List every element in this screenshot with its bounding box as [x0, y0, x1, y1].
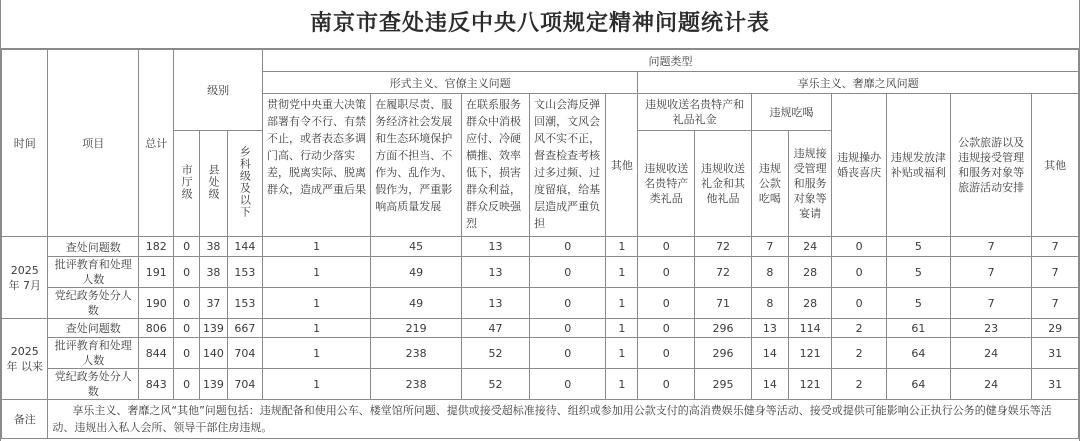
value-cell: 0	[530, 338, 606, 369]
value-cell: 704	[227, 369, 262, 400]
header-time: 时间	[2, 50, 48, 237]
value-cell: 0	[530, 257, 606, 288]
header-formalism-4: 文山会海反弹回潮，文风会风不实不正，督查检查考核过多过频、过度留痕，给基层造成严重负担	[530, 94, 606, 237]
value-cell: 38	[200, 257, 228, 288]
value-cell: 7	[950, 257, 1031, 288]
value-cell: 13	[462, 288, 530, 319]
value-cell: 0	[638, 369, 695, 400]
value-cell: 0	[638, 237, 695, 257]
value-cell: 144	[227, 237, 262, 257]
value-cell: 1	[606, 369, 638, 400]
value-cell: 0	[174, 319, 200, 338]
value-cell: 38	[200, 237, 228, 257]
header-level-township: 乡科级及以下	[227, 131, 262, 237]
value-cell: 806	[139, 319, 174, 338]
header-gifts-cash: 违规收送礼金和其他礼品	[695, 131, 752, 237]
table-row	[2, 338, 1079, 369]
value-cell: 121	[788, 369, 831, 400]
period-cell: 2025 年 7月	[2, 237, 48, 319]
value-cell: 8	[751, 288, 788, 319]
value-cell: 5	[886, 257, 950, 288]
value-cell: 1	[606, 257, 638, 288]
header-gifts: 违规收送名贵特产和礼品礼金	[638, 94, 751, 131]
value-cell: 2	[832, 319, 887, 338]
value-cell: 0	[832, 237, 887, 257]
value-cell: 0	[530, 319, 606, 338]
value-cell: 1	[262, 257, 370, 288]
value-cell: 238	[371, 369, 462, 400]
header-formalism: 形式主义、官僚主义问题	[262, 72, 637, 94]
row-item: 党纪政务处分人数	[48, 369, 139, 400]
header-dining-banquet: 违规接受管理和服务对象等宴请	[788, 131, 831, 237]
note-text: 享乐主义、奢靡之风“其他”问题包括：违规配备和使用公车、楼堂馆所问题、提供或接受超标准接待、组织或参加用公款支付的高消费娱乐健身等活动、接受或提供可能影响公正执行公务的健身娱乐等活动、违规出入私人会所、领导干部住房违规。	[48, 400, 1079, 439]
table-row	[2, 319, 1079, 338]
value-cell: 28	[788, 257, 831, 288]
value-cell: 1	[606, 288, 638, 319]
header-hedonism-other: 其他	[1032, 94, 1079, 237]
value-cell: 47	[462, 319, 530, 338]
value-cell: 1	[606, 338, 638, 369]
value-cell: 1	[606, 319, 638, 338]
value-cell: 0	[638, 319, 695, 338]
value-cell: 0	[174, 288, 200, 319]
value-cell: 45	[371, 237, 462, 257]
row-item: 党纪政务处分人数	[48, 288, 139, 319]
value-cell: 14	[751, 369, 788, 400]
header-dining: 违规吃喝	[751, 94, 831, 131]
value-cell: 31	[1032, 369, 1079, 400]
header-level-county: 县处级	[200, 131, 228, 237]
table-row	[2, 237, 1079, 257]
value-cell: 52	[462, 369, 530, 400]
header-problem-type: 问题类型	[262, 50, 1078, 72]
header-formalism-other: 其他	[606, 94, 638, 237]
value-cell: 24	[950, 369, 1031, 400]
statistics-table	[1, 49, 1079, 439]
value-cell: 5	[886, 288, 950, 319]
value-cell: 296	[695, 319, 752, 338]
header-formalism-1: 贯彻党中央重大决策部署有令不行、有禁不止，或者表态多调门高、行动少落实差，脱离实际、脱离群众，造成严重后果	[262, 94, 370, 237]
value-cell: 7	[950, 288, 1031, 319]
value-cell: 2	[832, 369, 887, 400]
value-cell: 843	[139, 369, 174, 400]
value-cell: 0	[174, 369, 200, 400]
value-cell: 64	[886, 369, 950, 400]
value-cell: 24	[950, 338, 1031, 369]
header-total: 总计	[139, 50, 174, 237]
value-cell: 153	[227, 288, 262, 319]
value-cell: 667	[227, 319, 262, 338]
header-formalism-3: 在联系服务群众中消极应付、冷硬横推、效率低下，损害群众利益，群众反映强烈	[462, 94, 530, 237]
value-cell: 0	[530, 288, 606, 319]
value-cell: 704	[227, 338, 262, 369]
table-row	[2, 257, 1079, 288]
header-hedonism: 享乐主义、奢靡之风问题	[638, 72, 1079, 94]
value-cell: 64	[886, 338, 950, 369]
header-travel: 公款旅游以及违规接受管理和服务对象等旅游活动安排	[950, 94, 1031, 237]
page-title: 南京市查处违反中央八项规定精神问题统计表	[1, 0, 1079, 49]
header-wedding: 违规操办婚丧喜庆	[832, 94, 887, 237]
value-cell: 296	[695, 338, 752, 369]
row-item: 查处问题数	[48, 237, 139, 257]
header-item: 项目	[48, 50, 139, 237]
value-cell: 8	[751, 257, 788, 288]
value-cell: 238	[371, 338, 462, 369]
value-cell: 0	[174, 257, 200, 288]
value-cell: 140	[200, 338, 228, 369]
value-cell: 2	[832, 338, 887, 369]
header-subsidy: 违规发放津补贴或福利	[886, 94, 950, 237]
note-row	[2, 400, 1079, 439]
value-cell: 52	[462, 338, 530, 369]
value-cell: 153	[227, 257, 262, 288]
value-cell: 1	[262, 369, 370, 400]
table-row	[2, 288, 1079, 319]
header-level: 级别	[174, 50, 263, 131]
value-cell: 139	[200, 369, 228, 400]
value-cell: 28	[788, 288, 831, 319]
value-cell: 71	[695, 288, 752, 319]
value-cell: 190	[139, 288, 174, 319]
value-cell: 72	[695, 237, 752, 257]
value-cell: 0	[638, 257, 695, 288]
value-cell: 0	[638, 288, 695, 319]
value-cell: 61	[886, 319, 950, 338]
value-cell: 295	[695, 369, 752, 400]
value-cell: 31	[1032, 338, 1079, 369]
value-cell: 49	[371, 257, 462, 288]
value-cell: 7	[751, 237, 788, 257]
row-item: 查处问题数	[48, 319, 139, 338]
value-cell: 72	[695, 257, 752, 288]
value-cell: 7	[950, 237, 1031, 257]
value-cell: 219	[371, 319, 462, 338]
value-cell: 1	[606, 237, 638, 257]
value-cell: 114	[788, 319, 831, 338]
value-cell: 0	[174, 338, 200, 369]
value-cell: 5	[886, 237, 950, 257]
row-item: 批评教育和处理人数	[48, 257, 139, 288]
value-cell: 0	[832, 288, 887, 319]
table-row	[2, 369, 1079, 400]
header-gifts-special: 违规收送名贵特产类礼品	[638, 131, 695, 237]
row-item: 批评教育和处理人数	[48, 338, 139, 369]
value-cell: 13	[462, 237, 530, 257]
value-cell: 24	[788, 237, 831, 257]
value-cell: 0	[174, 237, 200, 257]
value-cell: 7	[1032, 257, 1079, 288]
value-cell: 14	[751, 338, 788, 369]
value-cell: 1	[262, 319, 370, 338]
value-cell: 23	[950, 319, 1031, 338]
value-cell: 29	[1032, 319, 1079, 338]
header-formalism-2: 在履职尽责、服务经济社会发展和生态环境保护方面不担当、不作为、乱作为、假作为，严重影响高质量发展	[371, 94, 462, 237]
value-cell: 1	[262, 338, 370, 369]
value-cell: 121	[788, 338, 831, 369]
value-cell: 0	[530, 237, 606, 257]
value-cell: 1	[262, 237, 370, 257]
header-level-city: 市厅级	[174, 131, 200, 237]
value-cell: 13	[751, 319, 788, 338]
value-cell: 0	[530, 369, 606, 400]
header-dining-public: 违规公款吃喝	[751, 131, 788, 237]
value-cell: 0	[638, 338, 695, 369]
value-cell: 49	[371, 288, 462, 319]
value-cell: 182	[139, 237, 174, 257]
period-cell: 2025 年 以来	[2, 319, 48, 400]
value-cell: 37	[200, 288, 228, 319]
value-cell: 7	[1032, 237, 1079, 257]
value-cell: 7	[1032, 288, 1079, 319]
value-cell: 844	[139, 338, 174, 369]
value-cell: 191	[139, 257, 174, 288]
value-cell: 139	[200, 319, 228, 338]
value-cell: 0	[832, 257, 887, 288]
value-cell: 13	[462, 257, 530, 288]
note-label: 备注	[2, 400, 48, 439]
value-cell: 1	[262, 288, 370, 319]
